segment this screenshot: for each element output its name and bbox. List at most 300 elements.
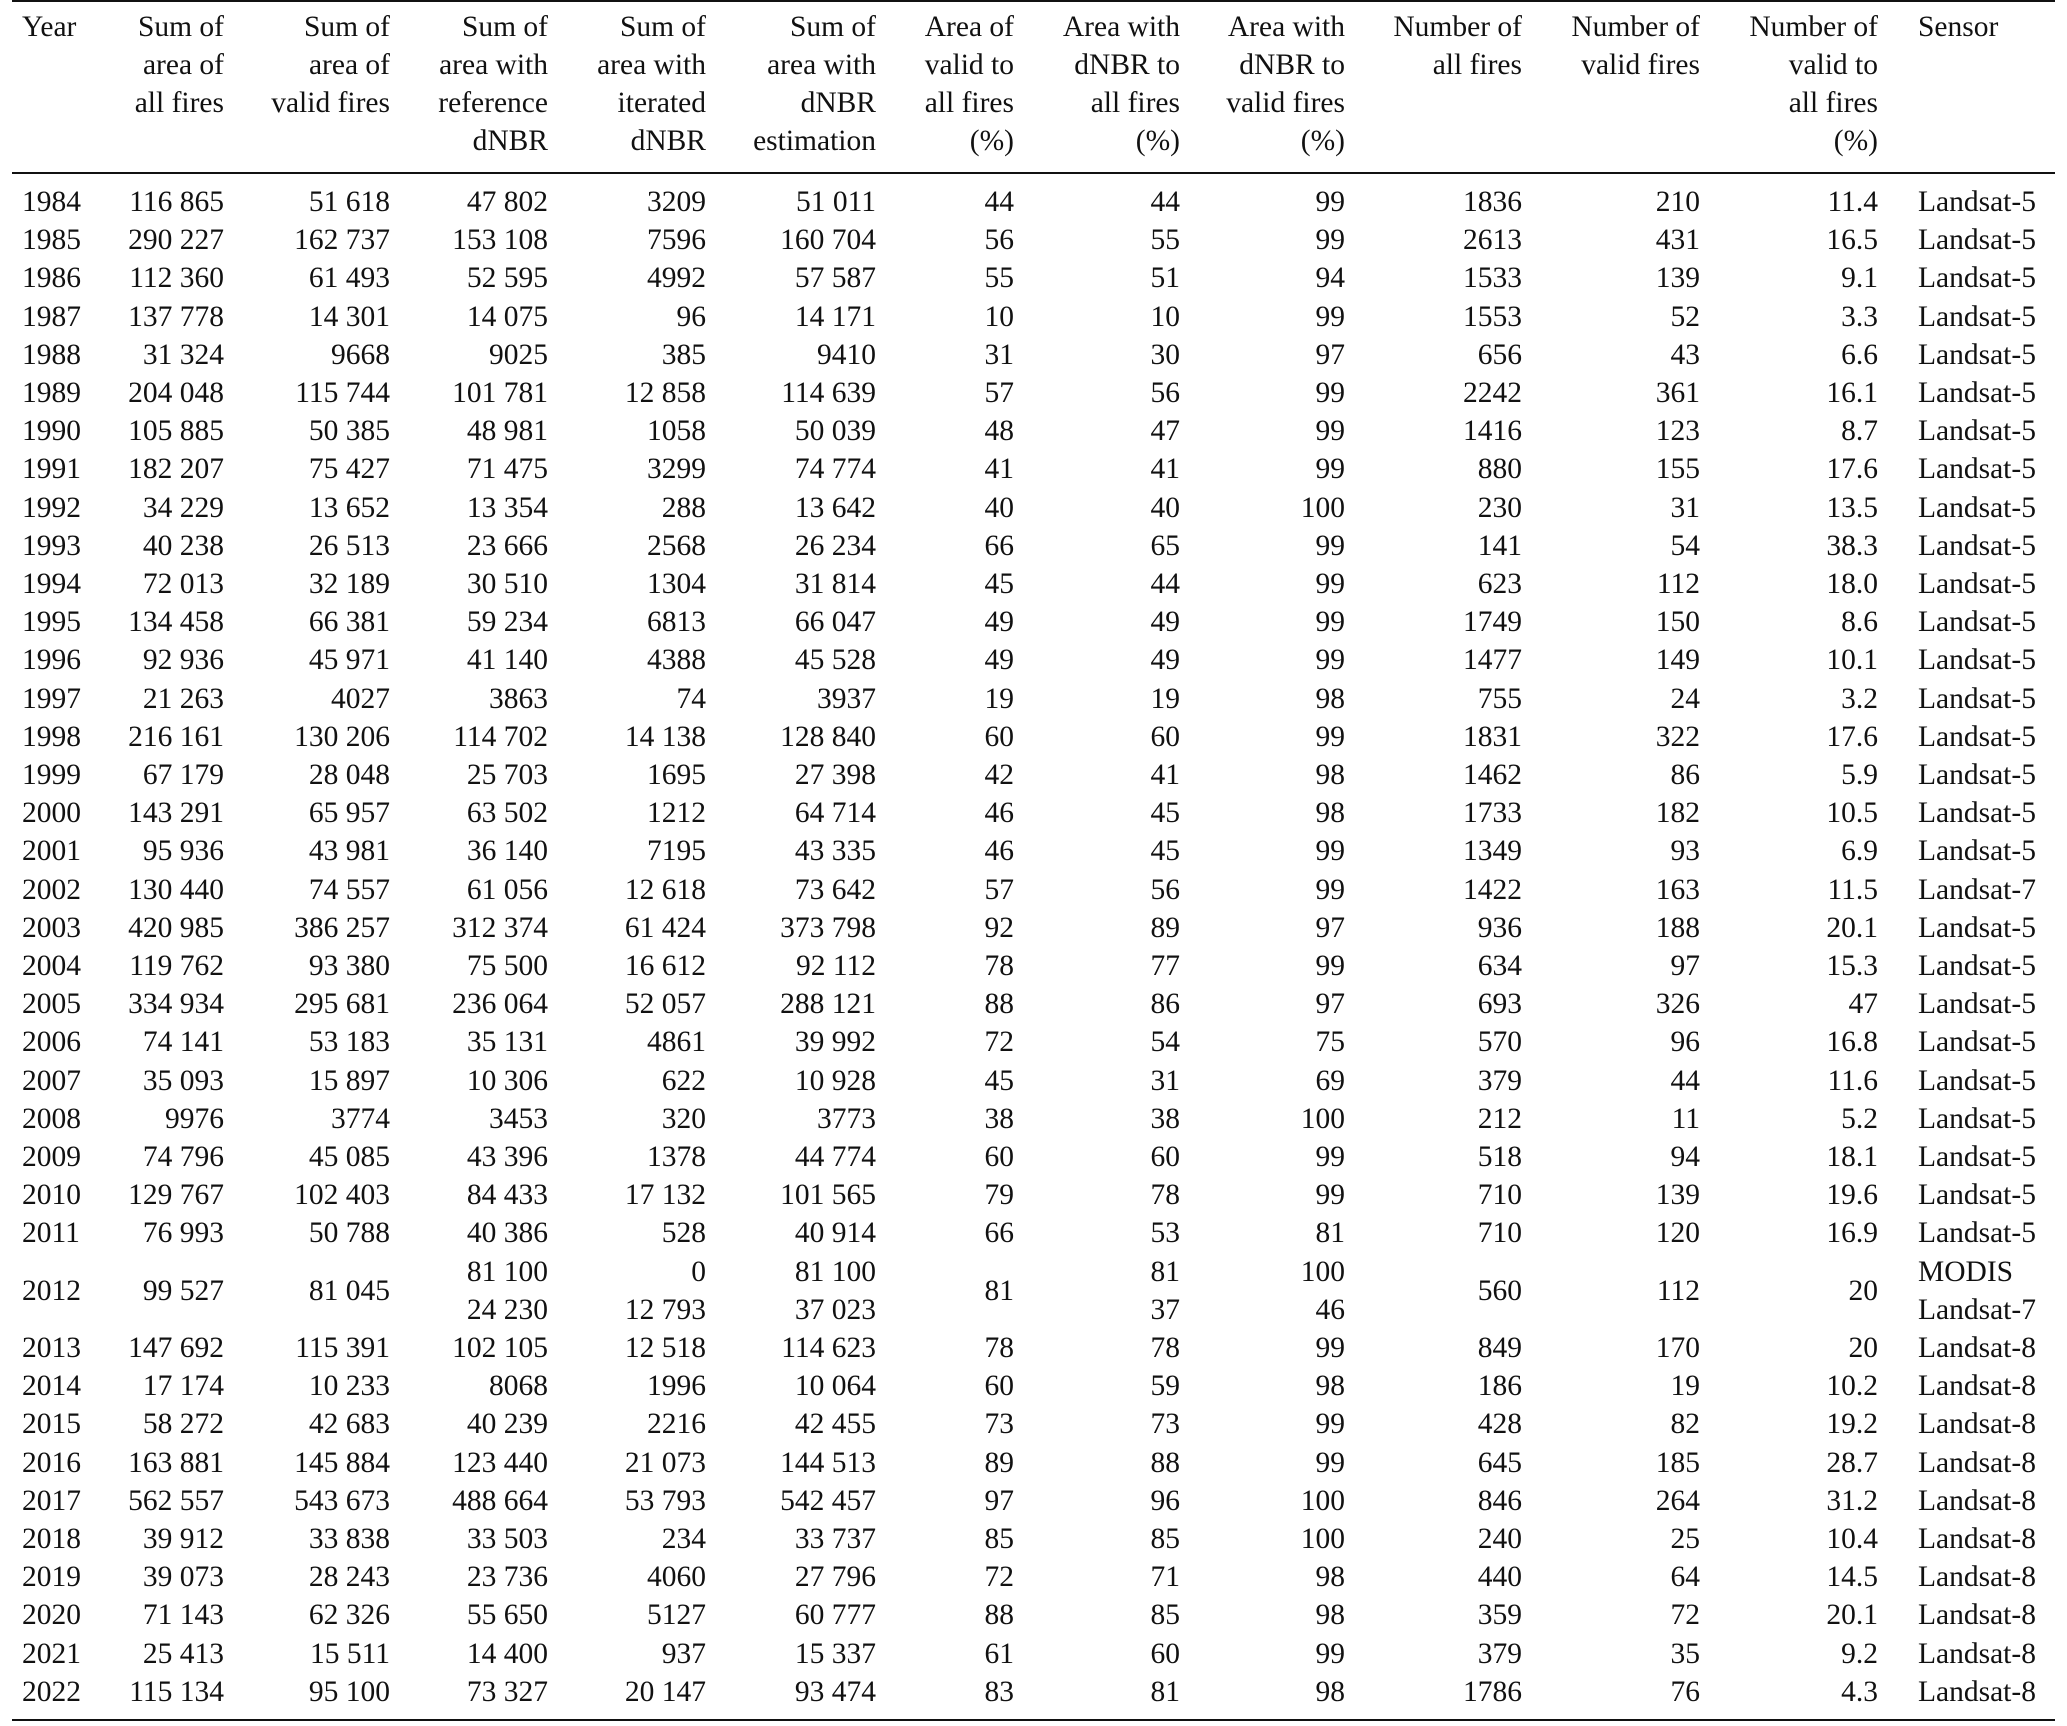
cell-num-all: 359 bbox=[1477, 1599, 1522, 1632]
cell-pct-dnbr-all: 31 bbox=[1150, 1064, 1180, 1097]
cell-year: 2020 bbox=[22, 1599, 81, 1632]
cell-year: 2017 bbox=[22, 1484, 81, 1517]
table-row bbox=[12, 1062, 2055, 1100]
cell-year: 2012 bbox=[22, 1274, 81, 1307]
cell-pct-valid-all: 61 bbox=[984, 1637, 1014, 1670]
cell-pct-valid-all: 57 bbox=[984, 873, 1014, 906]
cell-pct-num: 11.4 bbox=[1827, 186, 1878, 218]
cell-pct-dnbr-valid: 98 bbox=[1315, 1675, 1345, 1708]
cell-num-valid: 97 bbox=[1670, 950, 1700, 982]
cell-num-all: 1422 bbox=[1463, 873, 1522, 906]
cell-pct-valid-all: 46 bbox=[984, 835, 1014, 868]
cell-pct-valid-all: 85 bbox=[984, 1523, 1014, 1555]
table-row bbox=[12, 794, 2055, 832]
cell-sum-ref: 40 386 bbox=[466, 1217, 548, 1250]
cell-pct-dnbr-all: 47 bbox=[1150, 415, 1180, 448]
cell-pct-num: 28.7 bbox=[1826, 1446, 1878, 1479]
cell-pct-valid-all: 60 bbox=[984, 1141, 1014, 1173]
cell-sum-all: 76 993 bbox=[142, 1217, 224, 1250]
header-pct-dnbr-all: Area with dNBR to all fires (%) bbox=[1062, 11, 1180, 157]
cell-pct-dnbr-all: 41 bbox=[1150, 759, 1180, 791]
cell-sum-valid: 50 788 bbox=[308, 1217, 390, 1250]
cell-year: 2022 bbox=[22, 1675, 81, 1708]
cell-year: 1992 bbox=[22, 491, 81, 524]
header-sensor: Sensor bbox=[1918, 11, 1999, 43]
cell-pct-dnbr-all: 65 bbox=[1150, 529, 1180, 562]
cell-sum-valid: 102 403 bbox=[294, 1179, 390, 1212]
cell-pct-num: 9.1 bbox=[1841, 262, 1878, 295]
cell-sum-ref: 102 105 bbox=[452, 1332, 548, 1364]
cell-sum-iter: 2568 bbox=[647, 529, 706, 562]
cell-year: 2016 bbox=[22, 1446, 81, 1479]
cell-year: 2011 bbox=[22, 1217, 80, 1250]
cell-pct-dnbr-valid: 69 bbox=[1315, 1064, 1345, 1097]
table-row bbox=[12, 298, 2055, 336]
cell-sensor: Landsat-8 bbox=[1918, 1446, 2036, 1479]
cell-sum-iter: 74 bbox=[676, 682, 706, 715]
cell-year: 2001 bbox=[22, 835, 81, 868]
cell-pct-valid-all: 48 bbox=[984, 415, 1014, 448]
cell-num-all: 560 bbox=[1477, 1274, 1522, 1307]
cell-sum-est: 45 528 bbox=[794, 644, 876, 677]
cell-year: 1998 bbox=[22, 720, 81, 753]
cell-sum-valid: 42 683 bbox=[308, 1408, 390, 1441]
cell-sensor: Landsat-5 bbox=[1918, 186, 2036, 218]
cell-pct-dnbr-valid: 100 bbox=[1300, 1102, 1345, 1135]
cell-num-valid: 185 bbox=[1655, 1446, 1700, 1479]
cell-num-valid: 264 bbox=[1655, 1484, 1700, 1517]
cell-num-valid: 96 bbox=[1670, 1026, 1700, 1059]
cell-pct-dnbr-all: 96 bbox=[1150, 1484, 1180, 1517]
cell-sum-iter: 3299 bbox=[647, 453, 706, 486]
cell-sum-all: 147 692 bbox=[128, 1332, 224, 1364]
cell-sum-iter: 53 793 bbox=[624, 1484, 706, 1517]
cell-sum-iter: 385 bbox=[661, 338, 706, 371]
cell-num-all: 693 bbox=[1477, 988, 1522, 1021]
cell-sum-all: 40 238 bbox=[142, 529, 224, 562]
cell-sum-est: 66 047 bbox=[794, 606, 876, 639]
cell-sum-ref: 23 666 bbox=[466, 529, 548, 562]
cell-sum-all: 129 767 bbox=[128, 1179, 224, 1212]
cell-pct-dnbr-all: 77 bbox=[1150, 950, 1180, 982]
cell-pct-valid-all: 42 bbox=[984, 759, 1014, 791]
cell-sensor: Landsat-5 bbox=[1918, 720, 2036, 753]
cell-sum-valid: 45 085 bbox=[308, 1141, 390, 1173]
cell-sum-all: 9976 bbox=[165, 1102, 224, 1135]
table-row bbox=[12, 450, 2055, 488]
cell-sum-valid: 51 618 bbox=[308, 186, 390, 218]
cell-sum-valid: 15 897 bbox=[308, 1064, 390, 1097]
cell-sensor: Landsat-5 bbox=[1918, 1026, 2036, 1059]
cell-pct-num: 11.6 bbox=[1827, 1064, 1878, 1097]
cell-sum-ref: 23 736 bbox=[466, 1561, 548, 1594]
cell-sum-iter: 16 612 bbox=[624, 950, 706, 982]
cell-sum-ref: 59 234 bbox=[466, 606, 548, 639]
cell-sum-iter: 622 bbox=[661, 1064, 706, 1097]
cell-sum-iter: 17 132 bbox=[624, 1179, 706, 1212]
cell-sensor: Landsat-5 bbox=[1918, 797, 2036, 830]
cell-pct-num: 8.6 bbox=[1841, 606, 1878, 639]
cell-sum-iter: 96 bbox=[676, 300, 706, 333]
cell-pct-valid-all: 45 bbox=[984, 568, 1014, 600]
cell-pct-num: 20.1 bbox=[1826, 911, 1878, 944]
cell-pct-valid-all: 31 bbox=[984, 338, 1014, 371]
cell-num-all: 230 bbox=[1477, 491, 1522, 524]
cell-sum-est: 57 587 bbox=[794, 262, 876, 295]
cell-pct-dnbr-valid: 98 bbox=[1315, 1599, 1345, 1632]
table-row bbox=[12, 1253, 2055, 1329]
cell-sum-ref: 55 650 bbox=[466, 1599, 548, 1632]
cell-num-valid: 43 bbox=[1670, 338, 1700, 371]
cell-pct-num: 31.2 bbox=[1826, 1484, 1878, 1517]
cell-sum-est: 101 565 bbox=[780, 1179, 876, 1212]
cell-pct-num: 5.9 bbox=[1841, 759, 1878, 791]
cell-pct-dnbr-valid: 99 bbox=[1315, 873, 1345, 906]
cell-year: 2019 bbox=[22, 1561, 81, 1594]
cell-pct-num: 3.2 bbox=[1841, 682, 1878, 715]
cell-sensor: Landsat-5 bbox=[1918, 835, 2036, 868]
table-row bbox=[12, 565, 2055, 603]
cell-num-valid: 123 bbox=[1655, 415, 1700, 448]
cell-pct-num: 20 bbox=[1848, 1332, 1878, 1364]
cell-pct-dnbr-valid: 99 bbox=[1315, 186, 1345, 218]
cell-num-all: 755 bbox=[1477, 682, 1522, 715]
cell-num-all: 2613 bbox=[1463, 224, 1522, 257]
cell-sensor: Landsat-5 bbox=[1918, 1179, 2036, 1212]
cell-sum-est: 31 814 bbox=[794, 568, 876, 600]
cell-sum-all: 290 227 bbox=[128, 224, 224, 257]
cell-pct-dnbr-valid: 99 bbox=[1315, 224, 1345, 257]
bottom-rule bbox=[12, 1719, 2055, 1721]
cell-year: 1999 bbox=[22, 759, 81, 791]
cell-pct-valid-all: 46 bbox=[984, 797, 1014, 830]
cell-sum-ref: 24 230 bbox=[466, 1293, 548, 1326]
cell-sum-valid: 74 557 bbox=[308, 873, 390, 906]
table-row bbox=[12, 1214, 2055, 1252]
cell-sum-ref: 40 239 bbox=[466, 1408, 548, 1441]
cell-sum-all: 92 936 bbox=[142, 644, 224, 677]
header-pct-num: Number of valid to all fires (%) bbox=[1749, 11, 1878, 157]
cell-pct-num: 6.9 bbox=[1841, 835, 1878, 868]
cell-sum-est: 37 023 bbox=[794, 1293, 876, 1326]
cell-sum-est: 26 234 bbox=[794, 529, 876, 562]
cell-sum-iter: 528 bbox=[661, 1217, 706, 1250]
cell-sensor: Landsat-8 bbox=[1918, 1408, 2036, 1441]
table-row bbox=[12, 641, 2055, 679]
cell-pct-dnbr-all: 49 bbox=[1150, 606, 1180, 639]
cell-sum-valid: 28 243 bbox=[308, 1561, 390, 1594]
cell-sum-est: 27 398 bbox=[794, 759, 876, 791]
cell-sensor: Landsat-5 bbox=[1918, 759, 2036, 791]
cell-sum-valid: 145 884 bbox=[294, 1446, 390, 1479]
cell-sum-all: 31 324 bbox=[142, 338, 224, 371]
cell-num-valid: 76 bbox=[1670, 1675, 1700, 1708]
cell-pct-valid-all: 66 bbox=[984, 1217, 1014, 1250]
cell-pct-dnbr-all: 30 bbox=[1150, 338, 1180, 371]
cell-num-valid: 182 bbox=[1655, 797, 1700, 830]
cell-sum-ref: 52 595 bbox=[466, 262, 548, 295]
cell-sum-all: 99 527 bbox=[142, 1274, 224, 1307]
cell-num-valid: 120 bbox=[1655, 1217, 1700, 1250]
cell-sum-all: 420 985 bbox=[128, 911, 224, 944]
cell-year: 2003 bbox=[22, 911, 81, 944]
cell-sum-all: 17 174 bbox=[142, 1370, 224, 1403]
cell-sum-all: 116 865 bbox=[129, 186, 224, 218]
cell-sum-ref: 101 781 bbox=[452, 377, 548, 409]
cell-sum-all: 163 881 bbox=[128, 1446, 224, 1479]
cell-sum-all: 72 013 bbox=[142, 568, 224, 600]
table-row bbox=[12, 1138, 2055, 1176]
cell-sum-iter: 1695 bbox=[647, 759, 706, 791]
cell-sum-ref: 14 075 bbox=[466, 300, 548, 333]
cell-num-all: 936 bbox=[1477, 911, 1522, 944]
header-rule bbox=[12, 172, 2055, 174]
cell-sum-iter: 52 057 bbox=[624, 988, 706, 1021]
cell-pct-dnbr-valid: 99 bbox=[1315, 644, 1345, 677]
cell-sum-ref: 35 131 bbox=[466, 1026, 548, 1059]
cell-num-all: 240 bbox=[1477, 1523, 1522, 1555]
cell-pct-valid-all: 40 bbox=[984, 491, 1014, 524]
cell-sum-all: 134 458 bbox=[128, 606, 224, 639]
cell-pct-num: 17.6 bbox=[1826, 453, 1878, 486]
cell-pct-num: 5.2 bbox=[1841, 1102, 1878, 1135]
cell-num-all: 186 bbox=[1477, 1370, 1522, 1403]
cell-sum-all: 334 934 bbox=[128, 988, 224, 1021]
cell-num-all: 623 bbox=[1477, 568, 1522, 600]
table-row bbox=[12, 832, 2055, 870]
cell-pct-dnbr-all: 86 bbox=[1150, 988, 1180, 1021]
cell-sensor: Landsat-5 bbox=[1918, 529, 2036, 562]
cell-sum-valid: 9668 bbox=[331, 338, 390, 371]
cell-num-all: 141 bbox=[1477, 529, 1522, 562]
cell-sensor: Landsat-5 bbox=[1918, 415, 2036, 448]
cell-pct-dnbr-all: 56 bbox=[1150, 873, 1180, 906]
cell-pct-dnbr-valid: 99 bbox=[1315, 1408, 1345, 1441]
cell-sum-est: 27 796 bbox=[794, 1561, 876, 1594]
cell-sensor: Landsat-5 bbox=[1918, 1141, 2036, 1173]
cell-year: 2008 bbox=[22, 1102, 81, 1135]
cell-sum-ref: 84 433 bbox=[466, 1179, 548, 1212]
cell-sensor: Landsat-5 bbox=[1918, 453, 2036, 486]
cell-num-valid: 24 bbox=[1670, 682, 1700, 715]
cell-pct-dnbr-valid: 46 bbox=[1315, 1293, 1345, 1326]
cell-year: 2021 bbox=[22, 1637, 81, 1670]
cell-pct-valid-all: 60 bbox=[984, 1370, 1014, 1403]
cell-pct-num: 10.1 bbox=[1826, 644, 1878, 677]
cell-sum-valid: 115 391 bbox=[295, 1332, 390, 1364]
cell-pct-valid-all: 88 bbox=[984, 988, 1014, 1021]
table-row bbox=[12, 259, 2055, 297]
cell-sum-all: 58 272 bbox=[142, 1408, 224, 1441]
cell-sum-iter: 14 138 bbox=[624, 720, 706, 753]
cell-year: 2010 bbox=[22, 1179, 81, 1212]
cell-sum-est: 73 642 bbox=[794, 873, 876, 906]
cell-sum-est: 288 121 bbox=[780, 988, 876, 1021]
cell-sum-ref: 312 374 bbox=[452, 911, 548, 944]
cell-num-valid: 139 bbox=[1655, 1179, 1700, 1212]
cell-pct-dnbr-valid: 99 bbox=[1315, 606, 1345, 639]
cell-sensor: Landsat-8 bbox=[1918, 1637, 2036, 1670]
cell-num-valid: 322 bbox=[1655, 720, 1700, 753]
cell-num-valid: 11 bbox=[1671, 1102, 1700, 1135]
cell-pct-dnbr-all: 38 bbox=[1150, 1102, 1180, 1135]
cell-num-valid: 112 bbox=[1656, 1274, 1700, 1307]
cell-sensor: Landsat-5 bbox=[1918, 911, 2036, 944]
cell-pct-dnbr-valid: 99 bbox=[1315, 377, 1345, 409]
cell-pct-valid-all: 79 bbox=[984, 1179, 1014, 1212]
cell-sensor: Landsat-5 bbox=[1918, 606, 2036, 639]
cell-pct-dnbr-all: 37 bbox=[1150, 1293, 1180, 1326]
cell-sensor: Landsat-5 bbox=[1918, 1064, 2036, 1097]
cell-sum-iter: 234 bbox=[661, 1523, 706, 1555]
cell-sum-ref: 14 400 bbox=[466, 1637, 548, 1670]
cell-sum-valid: 95 100 bbox=[308, 1675, 390, 1708]
cell-sum-est: 93 474 bbox=[794, 1675, 876, 1708]
cell-sum-ref: 123 440 bbox=[452, 1446, 548, 1479]
cell-sum-valid: 53 183 bbox=[308, 1026, 390, 1059]
cell-pct-dnbr-all: 51 bbox=[1150, 262, 1180, 295]
cell-pct-valid-all: 56 bbox=[984, 224, 1014, 257]
cell-sum-ref: 71 475 bbox=[466, 453, 548, 486]
cell-sum-all: 119 762 bbox=[129, 950, 224, 982]
cell-sum-est: 39 992 bbox=[794, 1026, 876, 1059]
cell-num-all: 379 bbox=[1477, 1637, 1522, 1670]
cell-pct-valid-all: 49 bbox=[984, 644, 1014, 677]
cell-sum-est: 51 011 bbox=[795, 186, 876, 218]
cell-pct-num: 20.1 bbox=[1826, 1599, 1878, 1632]
cell-sum-all: 21 263 bbox=[142, 682, 224, 715]
cell-pct-valid-all: 44 bbox=[984, 186, 1014, 218]
cell-sum-all: 39 073 bbox=[142, 1561, 224, 1594]
cell-year: 2005 bbox=[22, 988, 81, 1021]
table-row bbox=[12, 871, 2055, 909]
cell-pct-num: 38.3 bbox=[1826, 529, 1878, 562]
cell-sensor: Landsat-5 bbox=[1918, 1102, 2036, 1135]
cell-sum-ref: 153 108 bbox=[452, 224, 548, 257]
cell-sensor: Landsat-5 bbox=[1918, 491, 2036, 524]
cell-sum-iter: 4992 bbox=[647, 262, 706, 295]
table-row bbox=[12, 947, 2055, 985]
cell-year: 2014 bbox=[22, 1370, 81, 1403]
cell-pct-num: 19.2 bbox=[1826, 1408, 1878, 1441]
cell-sum-valid: 14 301 bbox=[308, 300, 390, 333]
cell-num-valid: 188 bbox=[1655, 911, 1700, 944]
cell-pct-num: 8.7 bbox=[1841, 415, 1878, 448]
table-row bbox=[12, 1023, 2055, 1061]
cell-sum-iter: 320 bbox=[661, 1102, 706, 1135]
cell-sum-iter: 1058 bbox=[647, 415, 706, 448]
cell-sum-est: 15 337 bbox=[794, 1637, 876, 1670]
cell-pct-dnbr-all: 88 bbox=[1150, 1446, 1180, 1479]
cell-pct-dnbr-all: 78 bbox=[1150, 1332, 1180, 1364]
cell-year: 1989 bbox=[22, 377, 81, 409]
cell-sensor: Landsat-8 bbox=[1918, 1332, 2036, 1364]
cell-pct-valid-all: 10 bbox=[984, 300, 1014, 333]
cell-sum-ref: 43 396 bbox=[466, 1141, 548, 1173]
cell-sum-iter: 1996 bbox=[647, 1370, 706, 1403]
cell-pct-dnbr-valid: 100 bbox=[1300, 1255, 1345, 1288]
cell-num-valid: 25 bbox=[1670, 1523, 1700, 1555]
cell-sensor: Landsat-5 bbox=[1918, 262, 2036, 295]
cell-pct-dnbr-valid: 98 bbox=[1315, 759, 1345, 791]
cell-pct-dnbr-all: 53 bbox=[1150, 1217, 1180, 1250]
cell-sum-valid: 15 511 bbox=[309, 1637, 390, 1670]
cell-sum-all: 105 885 bbox=[128, 415, 224, 448]
cell-pct-dnbr-valid: 98 bbox=[1315, 1370, 1345, 1403]
cell-num-valid: 170 bbox=[1655, 1332, 1700, 1364]
cell-sensor: Landsat-8 bbox=[1918, 1523, 2036, 1555]
cell-pct-dnbr-all: 40 bbox=[1150, 491, 1180, 524]
table-row bbox=[12, 1635, 2055, 1673]
cell-num-valid: 150 bbox=[1655, 606, 1700, 639]
cell-sum-ref: 9025 bbox=[489, 338, 548, 371]
cell-pct-dnbr-valid: 99 bbox=[1315, 453, 1345, 486]
cell-sum-est: 40 914 bbox=[794, 1217, 876, 1250]
cell-pct-num: 16.8 bbox=[1826, 1026, 1878, 1059]
cell-sensor: Landsat-5 bbox=[1918, 338, 2036, 371]
cell-sum-valid: 50 385 bbox=[308, 415, 390, 448]
cell-num-all: 1786 bbox=[1463, 1675, 1522, 1708]
cell-num-all: 880 bbox=[1477, 453, 1522, 486]
cell-pct-num: 18.0 bbox=[1826, 568, 1878, 600]
table-row bbox=[12, 603, 2055, 641]
cell-sum-valid: 543 673 bbox=[294, 1484, 390, 1517]
cell-sum-iter: 1378 bbox=[647, 1141, 706, 1173]
cell-year: 2006 bbox=[22, 1026, 81, 1059]
cell-sum-ref: 75 500 bbox=[466, 950, 548, 982]
cell-sum-all: 67 179 bbox=[142, 759, 224, 791]
cell-sensor: Landsat-8 bbox=[1918, 1675, 2036, 1708]
cell-pct-dnbr-valid: 98 bbox=[1315, 797, 1345, 830]
cell-sum-ref: 114 702 bbox=[453, 720, 548, 753]
table-row bbox=[12, 1482, 2055, 1520]
cell-pct-dnbr-valid: 97 bbox=[1315, 988, 1345, 1021]
cell-num-all: 428 bbox=[1477, 1408, 1522, 1441]
cell-num-all: 1749 bbox=[1463, 606, 1522, 639]
cell-sum-iter: 21 073 bbox=[624, 1446, 706, 1479]
cell-sum-valid: 62 326 bbox=[308, 1599, 390, 1632]
cell-sum-valid: 10 233 bbox=[308, 1370, 390, 1403]
cell-sum-iter: 288 bbox=[661, 491, 706, 524]
cell-pct-dnbr-valid: 97 bbox=[1315, 338, 1345, 371]
cell-pct-dnbr-valid: 81 bbox=[1315, 1217, 1345, 1250]
cell-sensor: Landsat-8 bbox=[1918, 1370, 2036, 1403]
cell-pct-num: 16.9 bbox=[1826, 1217, 1878, 1250]
cell-sum-valid: 81 045 bbox=[308, 1274, 390, 1307]
cell-sum-est: 3773 bbox=[817, 1102, 876, 1135]
cell-num-all: 570 bbox=[1477, 1026, 1522, 1059]
cell-sum-ref: 61 056 bbox=[466, 873, 548, 906]
cell-pct-dnbr-all: 49 bbox=[1150, 644, 1180, 677]
cell-sensor: Landsat-8 bbox=[1918, 1484, 2036, 1517]
cell-year: 2002 bbox=[22, 873, 81, 906]
cell-year: 1996 bbox=[22, 644, 81, 677]
cell-sum-ref: 63 502 bbox=[466, 797, 548, 830]
cell-pct-valid-all: 41 bbox=[984, 453, 1014, 486]
cell-sum-est: 74 774 bbox=[794, 453, 876, 486]
cell-pct-dnbr-all: 19 bbox=[1150, 682, 1180, 715]
cell-year: 2000 bbox=[22, 797, 81, 830]
cell-sum-est: 373 798 bbox=[780, 911, 876, 944]
cell-sum-ref: 33 503 bbox=[466, 1523, 548, 1555]
table-row bbox=[12, 1673, 2055, 1711]
cell-pct-valid-all: 83 bbox=[984, 1675, 1014, 1708]
cell-sum-ref: 81 100 bbox=[466, 1255, 548, 1288]
cell-pct-valid-all: 88 bbox=[984, 1599, 1014, 1632]
cell-sensor: Landsat-7 bbox=[1918, 873, 2036, 906]
cell-sum-valid: 93 380 bbox=[308, 950, 390, 982]
cell-pct-valid-all: 38 bbox=[984, 1102, 1014, 1135]
